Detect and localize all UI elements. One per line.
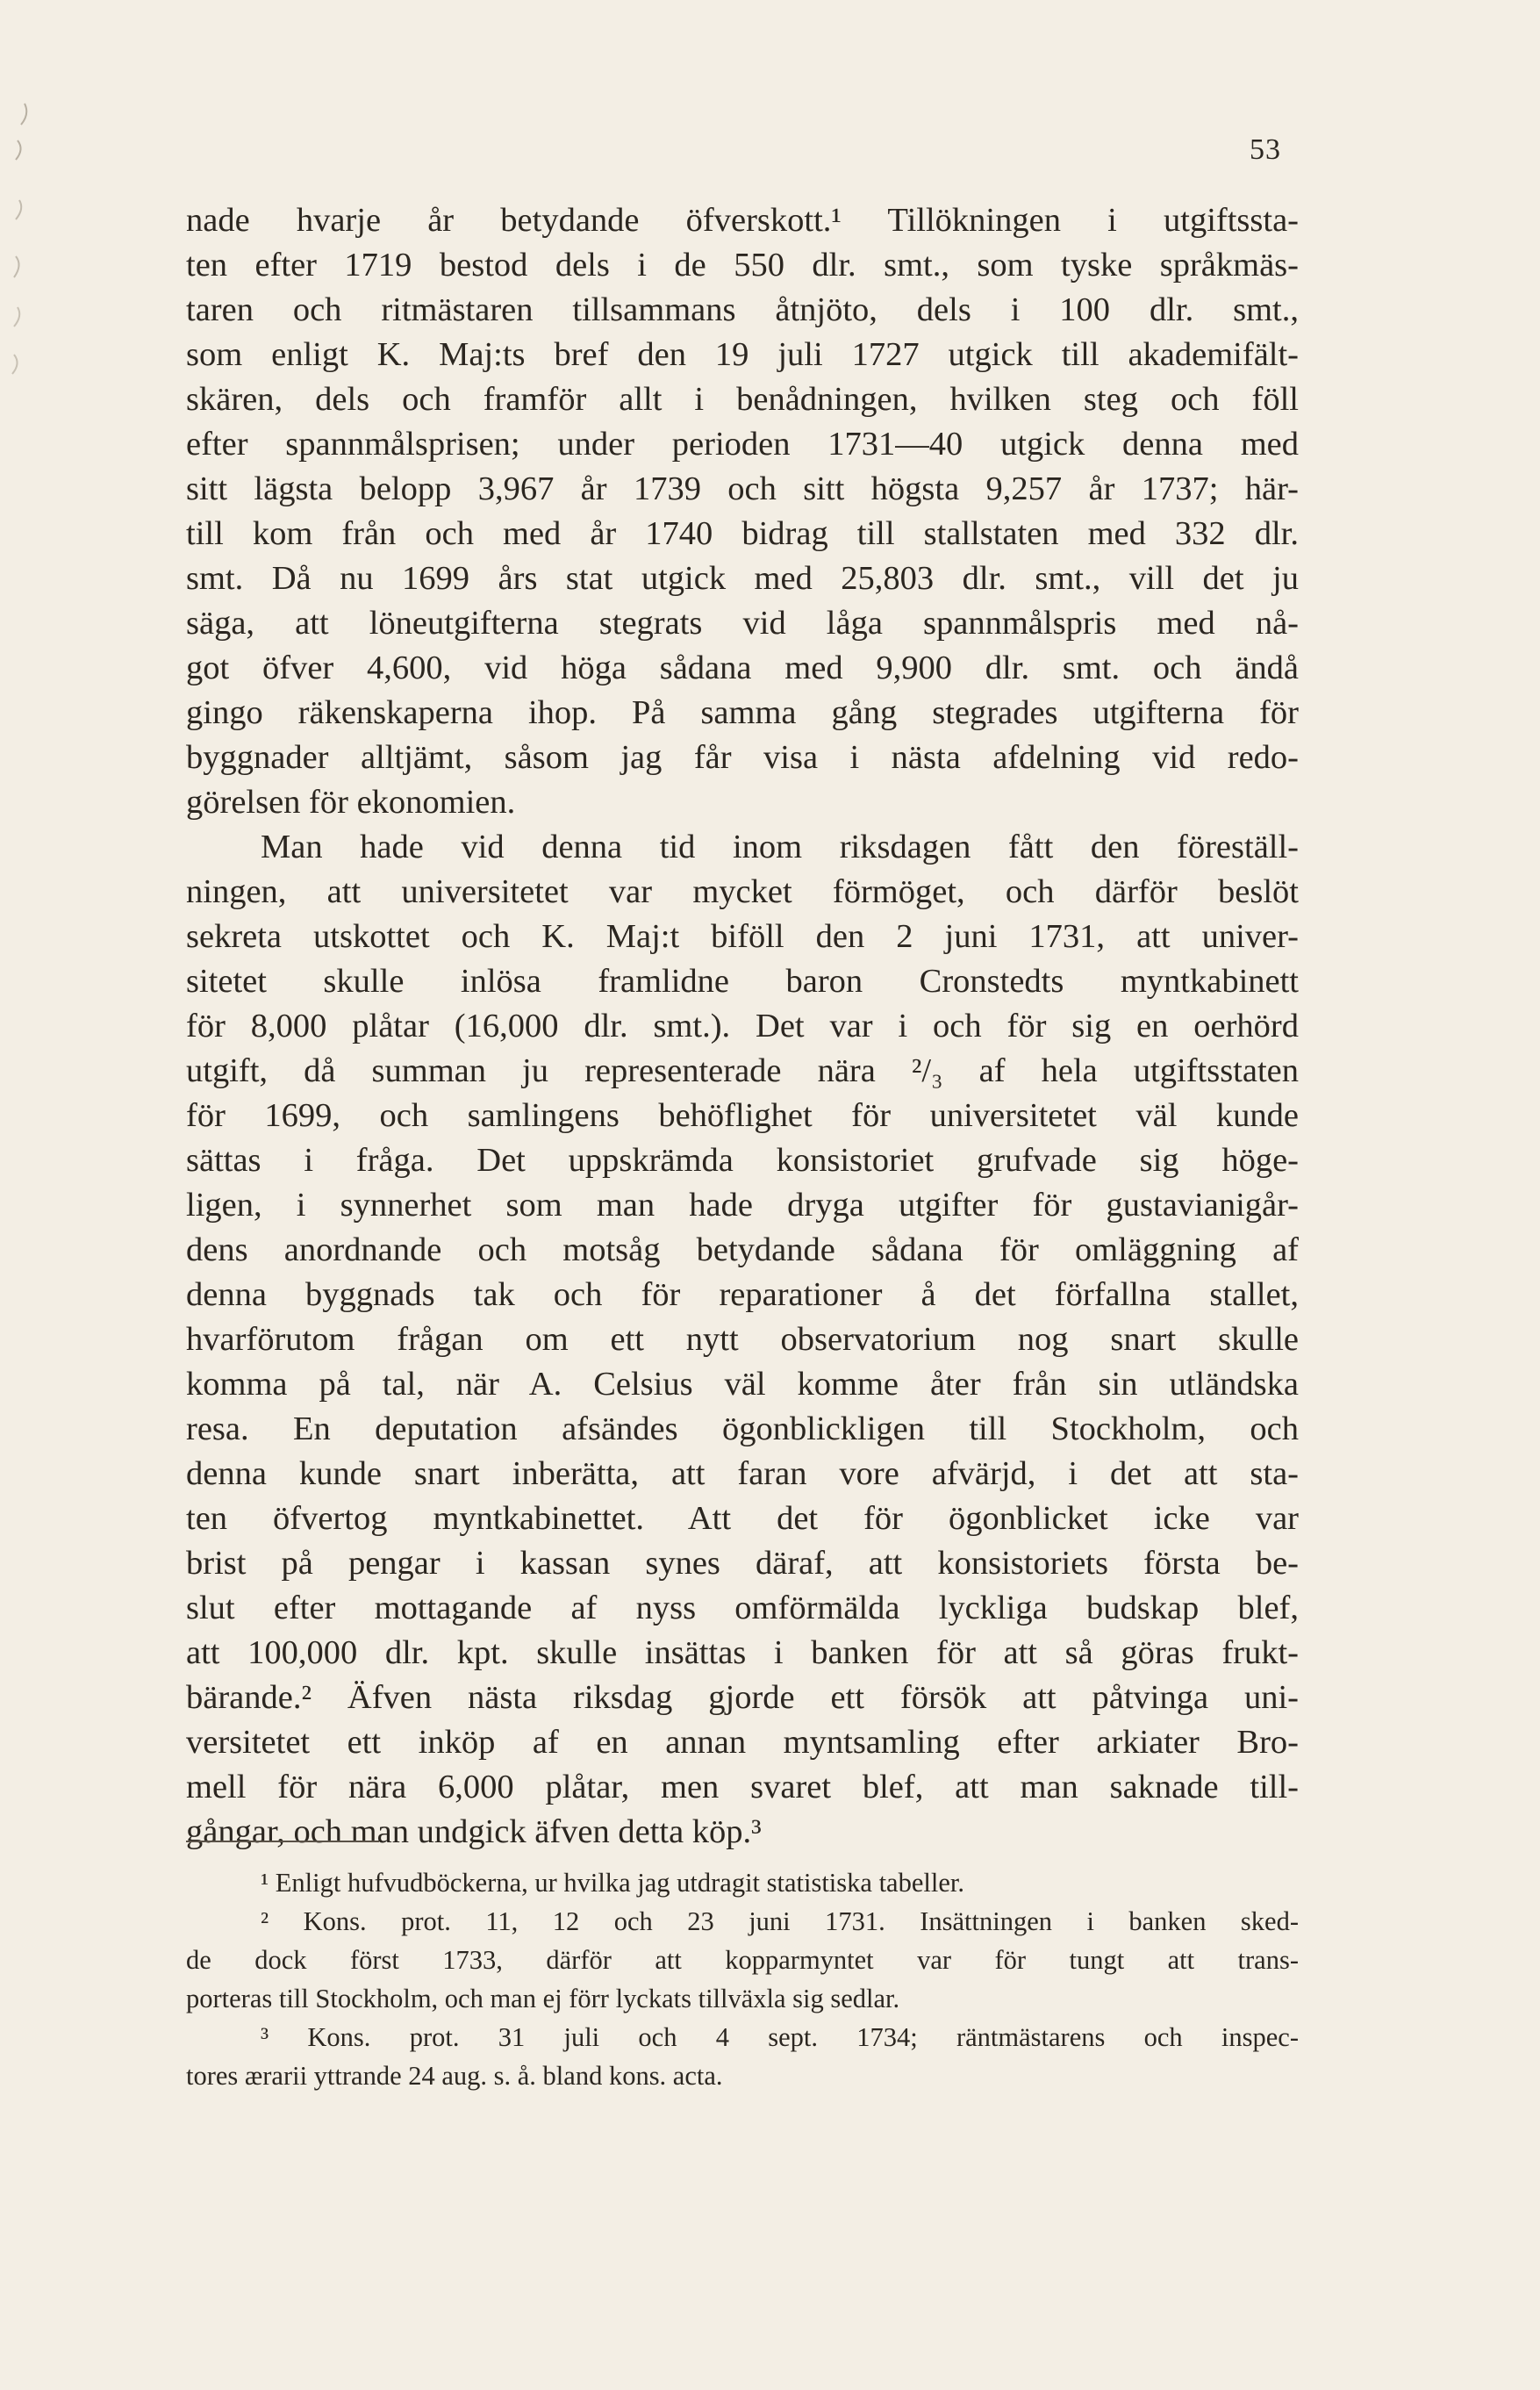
body-line: taren och ritmästaren tillsammans åtnjöto, dels i 100 dlr. smt., xyxy=(186,291,1299,328)
body-line: för 1699, och samlingens behöflighet för universitetet väl kunde xyxy=(186,1097,1299,1134)
body-line: versitetet ett inköp af en annan myntsamling efter arkiater Bro- xyxy=(186,1724,1299,1761)
footnote-separator xyxy=(186,1841,379,1842)
body-line: komma på tal, när A. Celsius väl komme åter från sin utländska xyxy=(186,1366,1299,1403)
footnote-line: ³ Kons. prot. 31 juli och 4 sept. 1734; räntmästarens och inspec- xyxy=(261,2022,1299,2052)
body-line: gingo räkenskaperna ihop. På samma gång stegrades utgifterna för xyxy=(186,694,1299,731)
footnote-line: ¹ Enligt hufvudböckerna, ur hvilka jag utdragit statistiska tabeller. xyxy=(261,1868,964,1898)
footnote-line: ² Kons. prot. 11, 12 och 23 juni 1731. Insättningen i banken sked- xyxy=(261,1906,1299,1936)
body-line: nade hvarje år betydande öfverskott.¹ Tillökningen i utgiftssta- xyxy=(186,202,1299,239)
body-line: denna byggnads tak och för reparationer å det förfallna stallet, xyxy=(186,1276,1299,1313)
body-line: resa. En deputation afsändes ögonblickligen till Stockholm, och xyxy=(186,1410,1299,1447)
body-line: sitt lägsta belopp 3,967 år 1739 och sitt högsta 9,257 år 1737; här- xyxy=(186,470,1299,507)
body-line: ningen, att universitetet var mycket förmöget, och därför beslöt xyxy=(186,873,1299,910)
body-line: för 8,000 plåtar (16,000 dlr. smt.). Det var i och för sig en oerhörd xyxy=(186,1008,1299,1044)
footnote-line: porteras till Stockholm, och man ej förr lyckats tillväxla sig sedlar. xyxy=(186,1984,900,2013)
body-line: efter spannmålsprisen; under perioden 1731—40 utgick denna med xyxy=(186,426,1299,463)
body-line: brist på pengar i kassan synes däraf, att konsistoriets första be- xyxy=(186,1545,1299,1582)
body-line: got öfver 4,600, vid höga sådana med 9,900 dlr. smt. och ändå xyxy=(186,650,1299,686)
body-line: dens anordnande och motsåg betydande sådana för omläggning af xyxy=(186,1231,1299,1268)
body-line: sättas i fråga. Det uppskrämda konsistoriet grufvade sig höge- xyxy=(186,1142,1299,1179)
body-line: som enligt K. Maj:ts bref den 19 juli 1727 utgick till akademifält- xyxy=(186,336,1299,373)
body-line: att 100,000 dlr. kpt. skulle insättas i banken för att så göras frukt- xyxy=(186,1634,1299,1671)
body-line: utgift, då summan ju representerade nära ²/₃ af hela utgiftsstaten xyxy=(186,1052,1299,1089)
body-line: sitetet skulle inlösa framlidne baron Cronstedts myntkabinett xyxy=(186,963,1299,1000)
body-line: hvarförutom frågan om ett nytt observatorium nog snart skulle xyxy=(186,1321,1299,1358)
body-line: sekreta utskottet och K. Maj:t biföll den 2 juni 1731, att univer- xyxy=(186,918,1299,955)
body-line: mell för nära 6,000 plåtar, men svaret blef, att man saknade till- xyxy=(186,1769,1299,1805)
footnotes xyxy=(186,1863,1299,2095)
body-line: gångar, och man undgick äfven detta köp.³ xyxy=(186,1813,762,1850)
body-line: görelsen för ekonomien. xyxy=(186,784,516,821)
body-line: smt. Då nu 1699 års stat utgick med 25,803 dlr. smt., vill det ju xyxy=(186,560,1299,597)
binding-marks-graphic xyxy=(0,0,53,439)
left-margin-binding-marks xyxy=(0,0,53,439)
page-number: 53 xyxy=(1250,133,1281,166)
body-line: ten efter 1719 bestod dels i de 550 dlr. smt., som tyske språkmäs- xyxy=(186,247,1299,283)
body-text xyxy=(186,198,1299,1855)
body-line: slut efter mottagande af nyss omförmälda lyckliga budskap blef, xyxy=(186,1590,1299,1626)
paragraph-start-line: Man hade vid denna tid inom riksdagen fått den föreställ- xyxy=(261,829,1299,865)
footnote-line: tores ærarii yttrande 24 aug. s. å. bland kons. acta. xyxy=(186,2061,723,2091)
body-line: byggnader alltjämt, såsom jag får visa i nästa afdelning vid redo- xyxy=(186,739,1299,776)
footnote-line: de dock först 1733, därför att kopparmyntet var för tungt att trans- xyxy=(186,1945,1299,1975)
body-line: ten öfvertog myntkabinettet. Att det för ögonblicket icke var xyxy=(186,1500,1299,1537)
body-line: skären, dels och framför allt i benådningen, hvilken steg och föll xyxy=(186,381,1299,418)
body-line: säga, att löneutgifterna stegrats vid låga spannmålspris med nå- xyxy=(186,605,1299,642)
body-line: till kom från och med år 1740 bidrag till stallstaten med 332 dlr. xyxy=(186,515,1299,552)
body-line: bärande.² Äfven nästa riksdag gjorde ett försök att påtvinga uni- xyxy=(186,1679,1299,1716)
body-line: ligen, i synnerhet som man hade dryga utgifter för gustavianigår- xyxy=(186,1187,1299,1224)
body-line: denna kunde snart inberätta, att faran vore afvärjd, i det att sta- xyxy=(186,1455,1299,1492)
